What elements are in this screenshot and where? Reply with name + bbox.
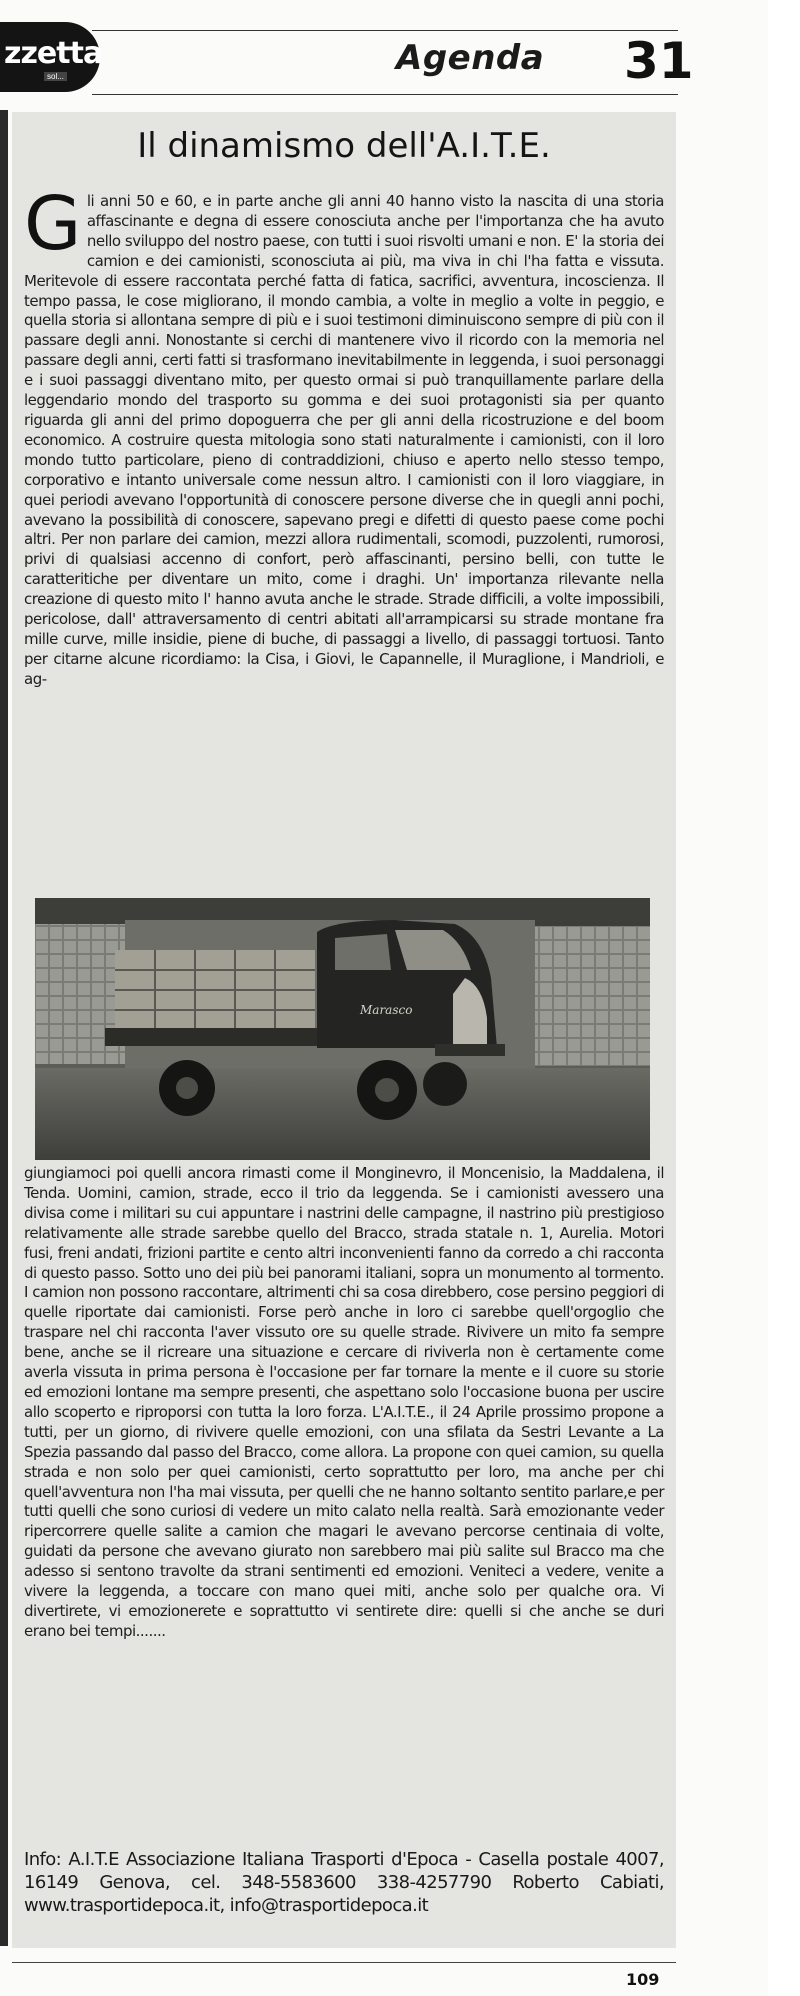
info-contact: Info: A.I.T.E Associazione Italiana Trasporti d'Epoca - Casella postale 4007, 16149 Genova, cel. 348-5583600 338-4257790 Roberto Cabiati, www.trasportidepoca.it, info@trasportidepoca.it [24, 1849, 664, 1916]
magazine-logo [0, 22, 103, 92]
article-body-part2: giungiamoci poi quelli ancora rimasti come il Monginevro, il Moncenisio, la Maddalena, il Tenda. Uomini, camion, strade, ecco il trio da leggenda. Se i camionisti avessero una divisa come i militari su cui appuntare i nastrini delle campagne, il nastrino più prestigioso relativamente alle strade sarebbe quello del Bracco, strada statale n. 1, Aurelia. Motori fusi, freni andati, frizioni partite e cento altri inconvenienti fanno da corredo a chi racconta di questo passo. Sotto uno dei più bei panorami italiani, sopra un monumento al tormento. I camion non possono raccontare, altrimenti chi sa cosa direbbero, cose persino peggiori di quelle riportate dai camionisti. Forse però anche in loro ci sarebbe quell'orgoglio che traspare nel chi racconta l'aver vissuto ore su quelle strade. Rivivere un mito fa sempre bene, anche se il ricreare una situazione e cercare di riviverla non è certamente come averla vissuta in prima persona è l'occasione per far tornare la mente e il cuore su storie ed emozioni lontane ma sempre presenti, che aspettano solo l'occasione buona per uscire allo scoperto e riproporsi con tutta la loro forza. L'A.I.T.E., il 24 Aprile prossimo propone a tutti, per un giorno, di rivivere quelle emozioni, con una sfilata da Sestri Levante a La Spezia passando dal passo del Bracco, come allora. La propone con quei camion, su quella strada e non solo per quei camionisti, certo soprattutto per loro, ma anche per chi quell'avventura non l'ha mai vissuta, per quelli che ne hanno soltanto sentito parlare,e per tutti quelli che sono curiosi di vedere un mito calato nella realtà. Sarà emozionante veder ripercorrere quelle salite a camion che magari le avevano percorse centinaia di volte, guidati da persone che avevano giurato non sarebbero mai più salite sul Bracco ma che adesso si sentono travolte da strani sentimenti ed emozioni. Veniteci a vedere, venite a vivere la leggenda, a toccare con mano quei miti, anche solo per qualche ora. Vi divertirete, vi emozionerete e soprattutto vi sentirete dire: quelli si che anche se duri erano bei tempi....... [24, 1164, 664, 1640]
section-title: Agenda [396, 38, 545, 78]
drop-cap: G [24, 181, 81, 267]
logo-text: zzetta [4, 36, 103, 71]
article-body-part1 [24, 181, 664, 690]
article-text-1: li anni 50 e 60, e in parte anche gli anni 40 hanno visto la nascita di una storia affascinante e degna di essere conosciuta anche per l'importanza che ha avuto nello sviluppo del nostro paese, con tutti i suoi risvolti umani e non. E' la storia dei camion e dei camionisti, sconosciuta ai più, ma viva in chi l'ha fatta e vissuta. Meritevole di essere raccontata perché fatta di fatica, sacrifici, avventura, incoscienza. Il tempo passa, le cose migliorano, il mondo cambia, a volte in meglio a volte in peggio, e quella storia si allontana sempre di più e i suoi testimoni diminuiscono sempre di più con il passare degli anni. Nonostante si cerchi di mantenere vivo il ricordo con la memoria nel passare degli anni, certi fatti si trasformano inevitabilmente in leggenda, i suoi personaggi e i suoi passaggi diventano mito, per questo ormai si può tranquillamente parlare della leggendario mondo del trasporto su gomma e dei suoi protagonisti sia per quanto riguarda gli anni del primo dopoguerra che per gli anni della ricostruzione e del boom economico. A costruire questa mitologia sono stati naturalmente i camionisti, con il loro mondo tutto particolare, pieno di contraddizioni, chiuso e aperto nello stesso tempo, corporativo e intanto universale come nessun altro. I camionisti con il loro viaggiare, in quei periodi avevano l'opportunità di conoscere persone diverse che in quegli anni pochi, avevano la possibilità di conoscere, sapevano pregi e difetti di questo paese come pochi altri. Per non parlare dei camion, mezzi allora rudimentali, scomodi, puzzolenti, rumorosi, privi di qualsiasi accenno di confort, però affascinanti, persino belli, con tutte le caratteritiche per diventare un mito, come i draghi. Un' importanza rilevante nella creazione di questo mito l' hanno avuta anche le strade. Strade difficili, a volte impossibili, pericolose, dall' attraversamento di centri abitati all'arrampicarsi su strade montane fra mille curve, mille insidie, piene di buche, di passaggi a livello, di passaggi tortuosi. Tanto per citarne alcune ricordiamo: la Cisa, i Giovi, le Capannelle, il Muraglione, i Mandrioli, e ag- [24, 192, 664, 688]
header-rule-top [92, 30, 678, 31]
truck-photo [35, 898, 650, 1160]
truck-door-lettering: Marasco [360, 1003, 413, 1017]
page-margin [768, 0, 800, 1996]
header-rule-bottom [92, 94, 678, 95]
page-number: 109 [626, 1970, 660, 1989]
footer-rule [12, 1962, 676, 1963]
page-header [0, 0, 694, 110]
article-title: Il dinamismo dell'A.I.T.E. [137, 126, 551, 166]
left-edge-bar [0, 110, 8, 1946]
issue-number: 31 [624, 32, 694, 90]
logo-subtext: sol... [44, 72, 67, 81]
